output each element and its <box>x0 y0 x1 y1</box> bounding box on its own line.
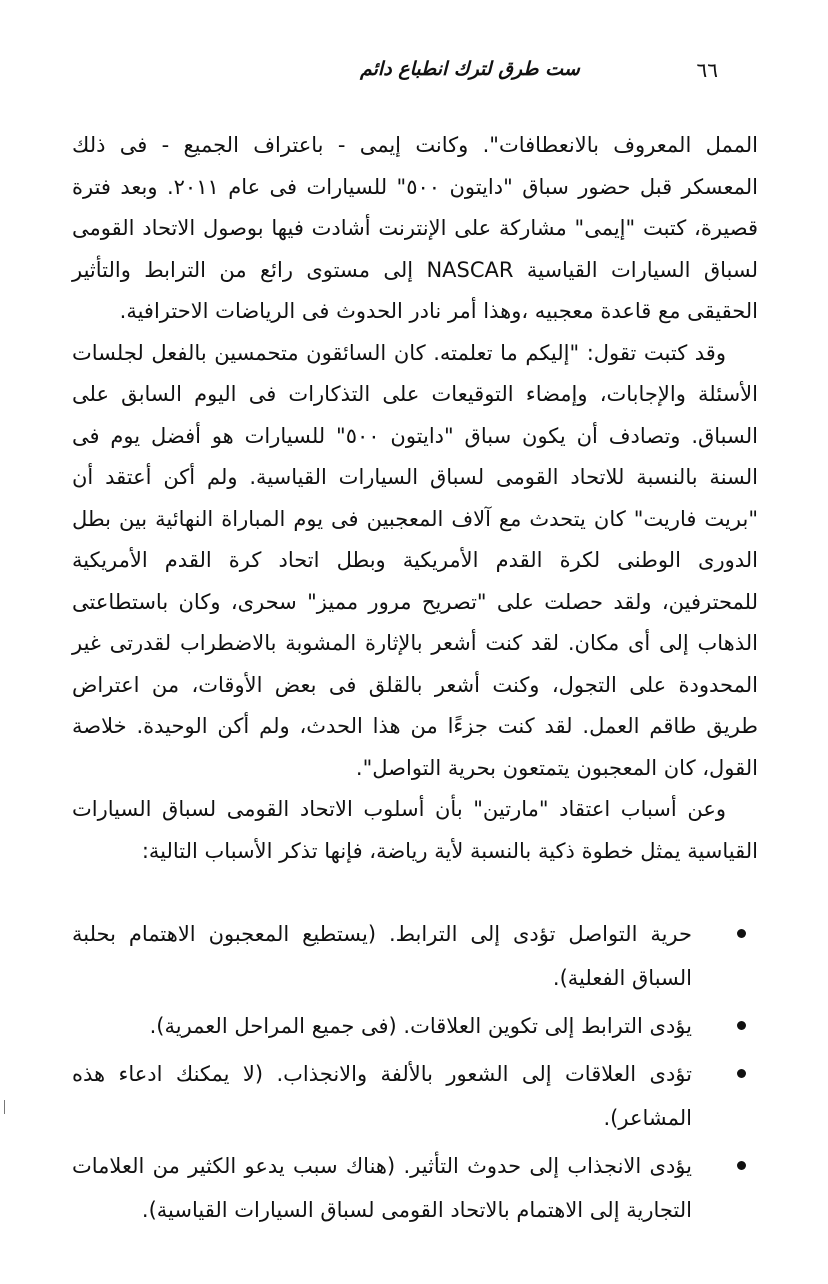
list-item-text: يؤدى الانجذاب إلى حدوث التأثير. (هناك سبب يدعو الكثير من العلامات التجارية إلى الاهتمام بالاتحاد القومى لسباق السيارات القياسية). <box>72 1154 692 1222</box>
bullet-icon <box>737 1161 746 1170</box>
reasons-list <box>72 912 758 1232</box>
paragraph: وقد كتبت تقول: "إليكم ما تعلمته. كان السائقون متحمسين بالفعل لجلسات الأسئلة والإجابات، وإمضاء التوقيعات على التذكارات فى اليوم السابق على السباق. وتصادف أن يكون سباق "دايتون ٥٠٠" للسيارات هو أفضل يوم فى السنة بالنسبة للاتحاد القومى لسباق السيارات القياسية. ولم أكن أعتقد أن "بريت فاريت" كان يتحدث مع آلاف المعجبين فى يوم المباراة النهائية بين بطل الدورى الوطنى لكرة القدم الأمريكية وبطل اتحاد كرة القدم الأمريكية للمحترفين، ولقد حصلت على "تصريح مرور مميز" سحرى، وكان باستطاعتى الذهاب إلى أى مكان. لقد كنت أشعر بالإثارة المشوبة بالاضطراب لقدرتى غير المحدودة على التجول، وكنت أشعر بالقلق فى بعض الأوقات، من اعتراض طريق طاقم العمل. لقد كنت جزءًا من هذا الحدث، ولم أكن الوحيدة. خلاصة القول، كان المعجبون يتمتعون بحرية التواصل". <box>72 340 758 780</box>
body-text <box>72 125 758 1236</box>
page-number: ٦٦ <box>696 58 718 82</box>
scan-margin-mark <box>4 1100 5 1114</box>
paragraph: وعن أسباب اعتقاد "مارتين" بأن أسلوب الاتحاد القومى لسباق السيارات القياسية يمثل خطوة ذكية بالنسبة لأية رياضة، فإنها تذكر الأسباب التالية: <box>72 797 758 863</box>
bullet-icon <box>737 1069 746 1078</box>
list-item-text: حرية التواصل تؤدى إلى الترابط. (يستطيع المعجبون الاهتمام بحلبة السباق الفعلية). <box>72 922 692 990</box>
list-item <box>72 1052 758 1140</box>
paragraph: الممل المعروف بالانعطافات". وكانت إيمى - باعتراف الجميع - فى ذلك المعسكر قبل حضور سباق "دايتون ٥٠٠" للسيارات فى عام ٢٠١١. وبعد فترة قصيرة، كتبت "إيمى" مشاركة على الإنترنت أشادت فيها بوصول الاتحاد القومى لسباق السيارات القياسية NASCAR إلى مستوى رائع من الترابط والتأثير الحقيقى مع قاعدة معجبيه ،وهذا أمر نادر الحدوث فى الرياضات الاحترافية. <box>72 133 758 323</box>
list-item <box>72 1004 758 1048</box>
list-item-text: تؤدى العلاقات إلى الشعور بالألفة والانجذاب. (لا يمكنك ادعاء هذه المشاعر). <box>72 1062 692 1130</box>
list-item <box>72 1144 758 1232</box>
book-title: ست طرق لترك انطباع دائم <box>360 58 580 80</box>
list-item <box>72 912 758 1000</box>
bullet-icon <box>737 1021 746 1030</box>
list-item-text: يؤدى الترابط إلى تكوين العلاقات. (فى جميع المراحل العمرية). <box>149 1014 692 1038</box>
running-head <box>70 58 758 88</box>
bullet-icon <box>737 929 746 938</box>
